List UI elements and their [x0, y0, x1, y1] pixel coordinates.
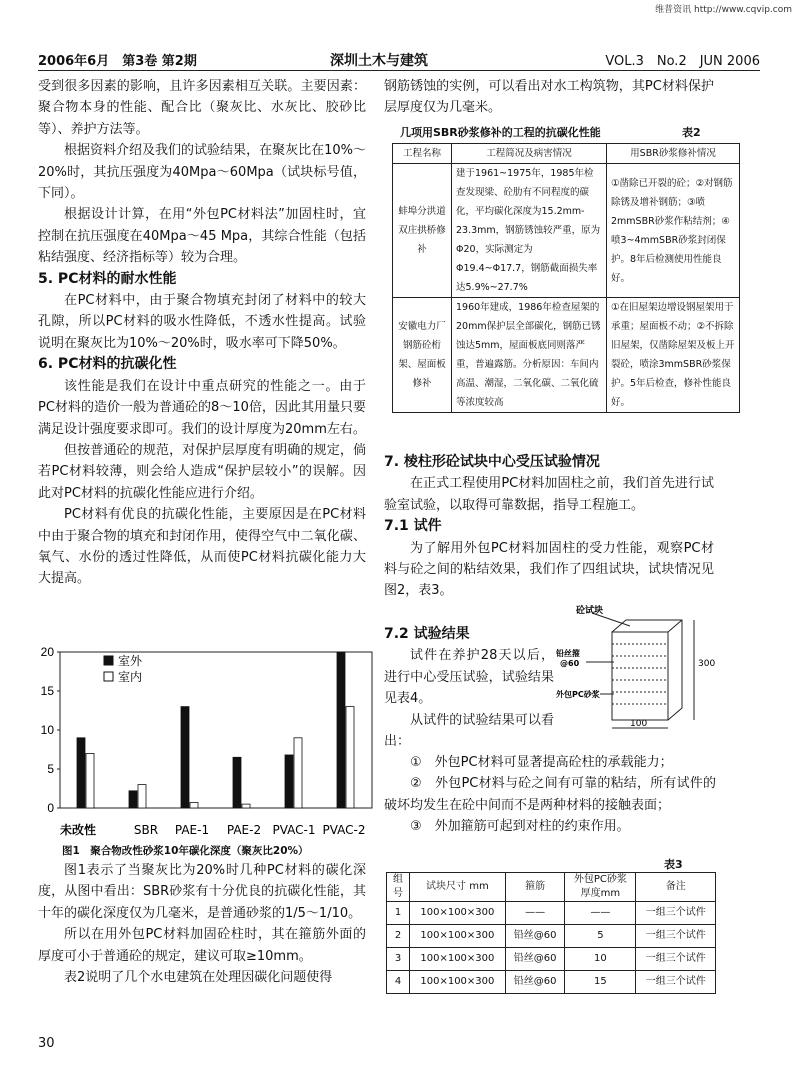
bar-outdoor: [285, 755, 293, 808]
table-header-cell: 用SBR砂浆修补情况: [607, 144, 740, 164]
paragraph: 图1表示了当聚灰比为20%时几种PC材料的碳化深度，从图中看出：SBR砂浆有十分优良的抗碳化性能，其十年的碳化深度仅为几毫米，是普通砂浆的1/5～1/10。: [38, 863, 366, 921]
paragraph: 但按普通砼的规范，对保护层厚度有明确的规定，倘若PC材料较薄，则会给人造成“保护层较小”的误解。因此对PC材料的抗碳化性能应进行介绍。: [38, 442, 366, 501]
list-item: ③ 外加箍筋可起到对柱的约束作用。: [410, 819, 630, 835]
paragraph: 在正式工程使用PC材料加固柱之前，我们首先进行试验室试验，以取得可靠数据，指导工程施工。: [384, 476, 714, 513]
left-column-lower: [38, 860, 366, 988]
table-3: [386, 872, 716, 994]
bar-indoor: [294, 738, 302, 808]
header-volume: VOL.3 No.2 JUN 2006: [605, 54, 760, 69]
table-cell: 100×100×300: [410, 925, 506, 948]
y-tick-label: 5: [47, 762, 54, 776]
table-cell: 铅丝@60: [505, 925, 565, 948]
label-concrete-block: 砼试块: [576, 606, 604, 616]
table-cell: 15: [565, 971, 636, 994]
y-tick-label: 15: [40, 684, 54, 698]
y-tick-label: 0: [47, 801, 54, 815]
table-cell: 一组三个试件: [636, 948, 716, 971]
table-row: [387, 971, 716, 994]
specimen-depth-edges: [612, 620, 682, 720]
paragraph: 为了解用外包PC材料加固柱的受力性能，观察PC材料与砼之间的粘结效果，我们作了四组试块，试块情况见图2，表3。: [384, 540, 714, 599]
table-cell: 建于1961~1975年，1985年检查发现梁、砼肋有不同程度的碳化，平均碳化深度为15.2mm-23.3mm，钢筋锈蚀较严重，原为Φ20，实际测定为Φ19.4~Φ17.7，钢筋截面损失率达5.9%~27.7%: [452, 164, 607, 298]
x-category-label: 未改性: [59, 823, 97, 837]
y-tick-label: 10: [40, 723, 54, 737]
table-cell: 5: [565, 925, 636, 948]
section-heading: 7.1 试件: [384, 518, 442, 535]
table-header-cell: 工程简况及病害情况: [452, 144, 607, 164]
bar-outdoor: [233, 757, 241, 808]
table-cell: ①凿除已开裂的砼；②对钢筋除锈及增补钢筋；③喷2mmSBR砂浆作粘结剂；④喷3~4mmSBR砂浆封闭保护。8年后检测使用性能良好。: [607, 164, 740, 298]
table-cell: 安徽电力厂钢筋砼桁架、屋面板修补: [393, 298, 452, 413]
figure-1-chart: [34, 644, 374, 842]
table-cell: 铅丝@60: [505, 971, 565, 994]
x-category-label: PVAC-2: [322, 823, 366, 837]
section-heading: 6. PC材料的抗碳化性: [38, 356, 177, 373]
legend-swatch: [104, 656, 113, 665]
table-cell: 4: [387, 971, 410, 994]
dim-height: 300: [698, 659, 716, 669]
dim-width: 100: [630, 719, 648, 729]
paragraph: 在PC材料中，由于聚合物填充封闭了材料中的较大孔隙，所以PC材料的吸水性降低，不透水性提高。试验说明在聚灰比为10%～20%时，吸水率可下降50%。: [38, 293, 366, 351]
bar-outdoor: [77, 738, 85, 808]
label-wire-hoop: 铅丝箍: [556, 649, 580, 658]
table-row: [387, 948, 716, 971]
label-hoop-spacing: @60: [560, 659, 580, 668]
y-tick-label: 20: [40, 645, 54, 659]
specimen-front-face: [612, 632, 668, 720]
paragraph: 从试件的试验结果可以看出：: [384, 712, 554, 750]
x-category-label: PAE-2: [226, 823, 262, 837]
section-heading: 5. PC材料的耐水性能: [38, 270, 177, 287]
table-header-cell: 试块尺寸 mm: [410, 873, 506, 902]
bar-outdoor: [337, 652, 345, 808]
legend-swatch: [104, 672, 113, 681]
hoop-lines: [612, 644, 668, 704]
table-row: [387, 902, 716, 925]
table-cell: 100×100×300: [410, 902, 506, 925]
paragraph: 钢筋锈蚀的实例，可以看出对水工构筑物，其PC材料保护层厚度仅为几毫米。: [384, 79, 714, 116]
header-journal-date: 2006年6月 第3卷 第2期: [38, 54, 197, 69]
bar-outdoor: [129, 791, 137, 808]
table-header-cell: 箍筋: [505, 873, 565, 902]
table-cell: 2: [387, 925, 410, 948]
table-cell: 10: [565, 948, 636, 971]
legend-label: 室内: [118, 670, 143, 684]
left-column: [38, 76, 366, 590]
carbonation-bar-chart: [34, 644, 374, 842]
bar-indoor: [242, 804, 250, 808]
x-category-label: SBR: [133, 823, 159, 837]
section-heading: 7. 棱柱形砼试块中心受压试验情况: [384, 454, 600, 470]
paragraph: 表2说明了几个水电建筑在处理因碳化问题使得: [64, 970, 333, 986]
page-number: 30: [38, 1036, 55, 1051]
figure-1-caption: 图1 聚合物改性砂浆10年碳化深度（聚灰比20%）: [62, 845, 309, 857]
table-cell: 铅丝@60: [505, 948, 565, 971]
specimen-diagram: [556, 604, 726, 734]
right-column-mid: [384, 452, 714, 602]
x-category-label: PAE-1: [174, 823, 210, 837]
paragraph: 该性能是我们在设计中重点研究的性能之一。由于PC材料的造价一般为普通砼的8～10倍，因此其用量只要满足设计强度要求即可。我们的设计厚度为20mm左右。: [38, 378, 366, 437]
header-journal-title: 深圳土木与建筑: [330, 53, 428, 69]
table-header-cell: 组号: [387, 873, 410, 902]
section-heading: 7.2 试验结果: [384, 626, 470, 642]
right-column-results: [384, 624, 554, 752]
bar-indoor: [190, 803, 198, 808]
table-row: [387, 925, 716, 948]
table-cell: 1: [387, 902, 410, 925]
table-2-number: 表2: [682, 126, 701, 139]
table-2: [392, 143, 740, 413]
table-row: [393, 298, 740, 413]
table-header-cell: 外包PC砂浆厚度mm: [565, 873, 636, 902]
paragraph: 根据资料介绍及我们的试验结果，在聚灰比在10%～20%时，其抗压强度为40Mpa～60Mpa（试块标号值，下同）。: [38, 143, 366, 202]
label-pc-wrap: 外包PC砂浆: [556, 690, 600, 699]
table-cell: ——: [565, 902, 636, 925]
paragraph: 受到很多因素的影响，且许多因素相互关联。主要因素：聚合物本身的性能、配合比（聚灰比、水灰比、胶砂比等）、养护方法等。: [38, 79, 366, 137]
right-column-top: [384, 76, 714, 119]
table-cell: 100×100×300: [410, 948, 506, 971]
table-cell: 蚌埠分洪道双庄拱桥修补: [393, 164, 452, 298]
table-header-row: [393, 144, 740, 164]
paragraph: 试件在养护28天以后，进行中心受压试验，试验结果见表4。: [384, 648, 554, 707]
table-cell: 一组三个试件: [636, 925, 716, 948]
bar-indoor: [346, 707, 354, 808]
table-3-number: 表3: [664, 858, 683, 871]
table-cell: ①在旧屋架边增设钢屋架用于承重；屋面板不动；②不拆除旧屋架，仅凿除屋架及板上开裂砼，喷涂3mmSBR砂浆保护。5年后检查，修补性能良好。: [607, 298, 740, 413]
table-header-row: [387, 873, 716, 902]
bar-indoor: [86, 753, 94, 808]
table-cell: 1960年建成，1986年检查屋架的20mm保护层全部碳化，钢筋已锈蚀达5mm，屋面板底同则落严重，普遍露筋。分析原因：车间内高温、潮湿，二氧化碳、二氧化硫等浓度较高: [452, 298, 607, 413]
right-column-list: [384, 752, 716, 838]
table-cell: 3: [387, 948, 410, 971]
table-header-cell: 工程名称: [393, 144, 452, 164]
table-cell: 100×100×300: [410, 971, 506, 994]
table-cell: 一组三个试件: [636, 971, 716, 994]
table-2-title: 几项用SBR砂浆修补的工程的抗碳化性能: [400, 126, 601, 139]
table-row: [393, 164, 740, 298]
paragraph: 根据设计计算，在用“外包PC材料法”加固柱时，宜控制在抗压强度在40Mpa～45 Mpa，其综合性能（包括粘结强度、经济指标等）较为合理。: [38, 207, 366, 266]
legend-label: 室外: [118, 654, 143, 668]
paragraph: PC材料有优良的抗碳化性能，主要原因是在PC材料中由于聚合物的填充和封闭作用，使得空气中二氧化碳、氧气、水份的透过性降低，从而使PC材料抗碳化能力大大提高。: [38, 507, 366, 587]
table-cell: ——: [505, 902, 565, 925]
bar-indoor: [138, 785, 146, 808]
paragraph: 所以在用外包PC材料加固砼柱时，其在箍筋外面的厚度可小于普通砼的规定，建议可取≥10mm。: [38, 927, 366, 964]
figure-2-specimen: [556, 604, 726, 738]
x-category-label: PVAC-1: [272, 823, 316, 837]
table-header-cell: 备注: [636, 873, 716, 902]
list-item: ① 外包PC材料可显著提高砼柱的承载能力；: [410, 755, 673, 770]
list-item: ② 外包PC材料与砼之间有可靠的粘结，所有试件的破坏均发生在砼中间而不是两种材料的接触表面；: [384, 776, 716, 813]
bar-outdoor: [181, 707, 189, 808]
table-cell: 一组三个试件: [636, 902, 716, 925]
watermark: 维普资讯 http://www.cqvip.com: [655, 5, 792, 15]
header-rule: [38, 70, 760, 71]
